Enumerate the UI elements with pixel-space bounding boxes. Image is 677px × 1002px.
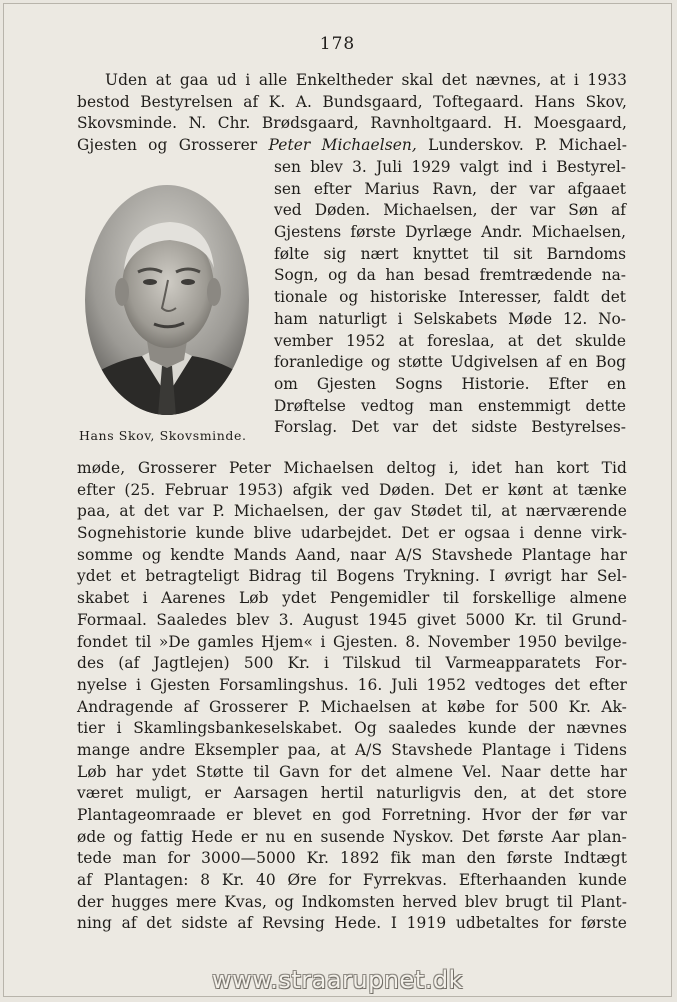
italic-name: Peter Michaelsen, — [268, 136, 417, 155]
text-line: Skovsminde. N. Chr. Brødsgaard, Ravnholtgaard. H. Moesgaard, — [77, 114, 627, 133]
text-segment: Gjesten og Grosserer — [77, 136, 269, 155]
site-watermark: www.straarupnet.dk — [212, 966, 463, 994]
text-line: fondet til »De gamles Hjem« i Gjesten. 8. November 1950 bevilge- — [77, 632, 627, 651]
text-line: foranledige og støtte Udgivelsen af en Bog — [274, 353, 626, 372]
text-line: Drøftelse vedtog man enstemmigt dette — [274, 396, 626, 415]
text-line: skabet i Aarenes Løb ydet Pengemidler til forskellige almene — [77, 589, 627, 608]
page-number: 178 — [319, 34, 356, 54]
text-line: været muligt, er Aarsagen hertil naturligvis den, at det store — [77, 784, 627, 803]
text-line: efter (25. Februar 1953) afgik ved Døden. Det er kønt at tænke — [77, 480, 627, 499]
text-line: des (af Jagtlejen) 500 Kr. i Tilskud til Varmeapparatets For- — [77, 654, 627, 673]
text-line: følte sig nært knyttet til sit Barndoms — [274, 244, 626, 263]
text-line: ham naturligt i Selskabets Møde 12. No- — [274, 309, 626, 328]
text-line: tede man for 3000—5000 Kr. 1892 fik man den første Indtægt — [77, 849, 627, 868]
text-line: der hugges mere Kvas, og Indkomsten herved blev brugt til Plant- — [77, 892, 627, 911]
text-line — [77, 135, 627, 157]
text-line: af Plantagen: 8 Kr. 40 Øre for Fyrrekvas. Efterhaanden kunde — [77, 871, 627, 890]
text-line: ydet et betragteligt Bidrag til Bogens Trykning. I øvrigt har Sel- — [77, 567, 627, 586]
text-line: om Gjesten Sogns Historie. Efter en — [274, 374, 626, 393]
paragraph-top — [77, 70, 627, 157]
text-line: Uden at gaa ud i alle Enkeltheder skal det nævnes, at i 1933 — [105, 71, 627, 89]
text-line: sen blev 3. Juli 1929 valgt ind i Bestyrel- — [274, 158, 626, 176]
text-segment: Lunderskov. P. Michael- — [416, 136, 628, 155]
text-line: mange andre Eksempler paa, at A/S Stavshede Plantage i Tidens — [77, 740, 627, 759]
text-line: Forslag. Det var det sidste Bestyrelses- — [274, 418, 626, 437]
photo-caption: Hans Skov, Skovsminde. — [79, 428, 247, 443]
text-line: Gjestens første Dyrlæge Andr. Michaelsen, — [274, 223, 626, 242]
text-line: sen efter Marius Ravn, der var afgaaet — [274, 179, 626, 198]
text-line: Plantageomraade er blevet en god Forretning. Hvor der før var — [77, 806, 627, 824]
text-line: nyelse i Gjesten Forsamlingshus. 16. Juli 1952 vedtoges det efter — [77, 675, 627, 694]
text-line: Sognehistorie kunde blive udarbejdet. Det er ogsaa i denne virk- — [77, 524, 627, 543]
text-line: paa, at det var P. Michaelsen, der gav Stødet til, at nærværende — [77, 502, 627, 521]
text-line: Formaal. Saaledes blev 3. August 1945 givet 5000 Kr. til Grund- — [77, 610, 627, 629]
text-line: tionale og historiske Interesser, faldt det — [274, 288, 626, 307]
text-line: ved Døden. Michaelsen, der var Søn af — [274, 201, 626, 220]
text-line: vember 1952 at foreslaa, at det skulde — [274, 331, 626, 350]
text-line: tier i Skamlingsbankeselskabet. Og saaledes kunde der nævnes — [77, 719, 627, 738]
text-line: øde og fattig Hede er nu en susende Nyskov. Det første Aar plan- — [77, 827, 627, 846]
portrait-photo — [84, 184, 250, 416]
book-page — [3, 3, 672, 997]
text-line: Løb har ydet Støtte til Gavn for det almene Vel. Naar dette har — [77, 762, 627, 781]
paragraph-wrap — [274, 157, 626, 439]
text-line: Andragende af Grosserer P. Michaelsen at købe for 500 Kr. Ak- — [77, 697, 627, 716]
text-line: ning af det sidste af Revsing Hede. I 1919 udbetaltes for første — [77, 914, 627, 933]
text-line: bestod Bestyrelsen af K. A. Bundsgaard, Toftegaard. Hans Skov, — [77, 92, 627, 111]
text-line: somme og kendte Mands Aand, naar A/S Stavshede Plantage har — [77, 545, 627, 564]
text-line: Sogn, og da han besad fremtrædende na- — [274, 266, 626, 285]
paragraph-bottom — [77, 458, 627, 935]
text-line: møde, Grosserer Peter Michaelsen deltog i, idet han kort Tid — [77, 459, 627, 477]
